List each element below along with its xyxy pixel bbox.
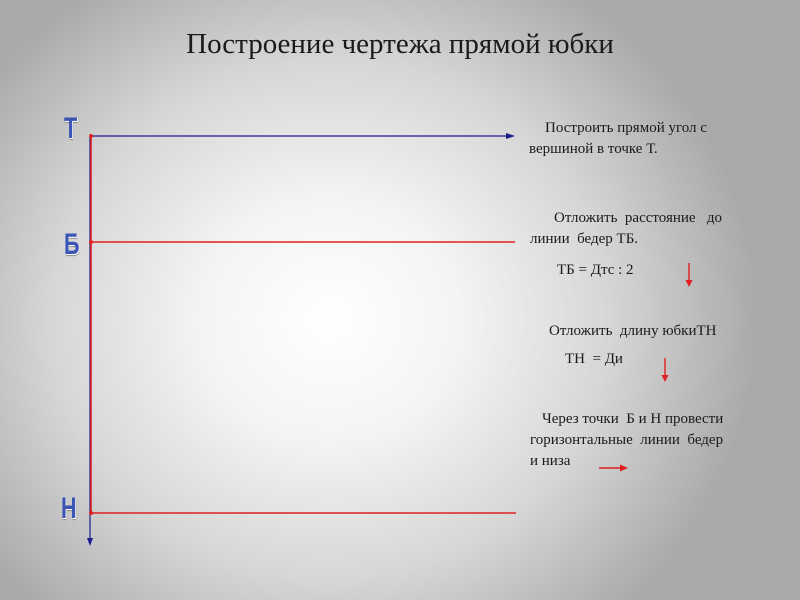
point-n-dot [89, 511, 93, 515]
step-3-text: Отложить длину юбкиТН [549, 323, 717, 339]
vertical-axis-arrowhead [87, 538, 93, 546]
horizontal-t-arrowhead [506, 133, 515, 139]
step-1-line-1: Построить прямой угол с [545, 120, 707, 136]
step-2-text [530, 208, 795, 250]
point-label-b: Б [64, 228, 80, 261]
point-label-t: Т [64, 112, 78, 145]
step-4-line-3: и низа [530, 453, 571, 469]
step-4-line-1: Через точки Б и Н провести [542, 411, 724, 427]
right-arrow-icon [598, 463, 630, 473]
point-t-dot [89, 134, 93, 138]
down-arrow-icon [684, 262, 694, 288]
point-label-n: Н [61, 492, 77, 525]
step-2-line-2: линии бедер ТБ. [530, 231, 639, 247]
step-2-line-1: Отложить расстояние до [554, 210, 722, 226]
step-2-formula: ТБ = Дтс : 2 [557, 262, 634, 278]
step-4-line-2: горизонтальные линии бедер [530, 432, 724, 448]
slide-title: Построение чертежа прямой юбки [186, 28, 614, 60]
point-b-dot [89, 240, 93, 244]
step-1-line-2: вершиной в точке Т. [529, 141, 658, 157]
step-4-text [530, 409, 795, 472]
step-1-text [529, 118, 789, 160]
step-3-formula: ТН = Ди [565, 351, 623, 367]
down-arrow-icon [660, 357, 670, 383]
